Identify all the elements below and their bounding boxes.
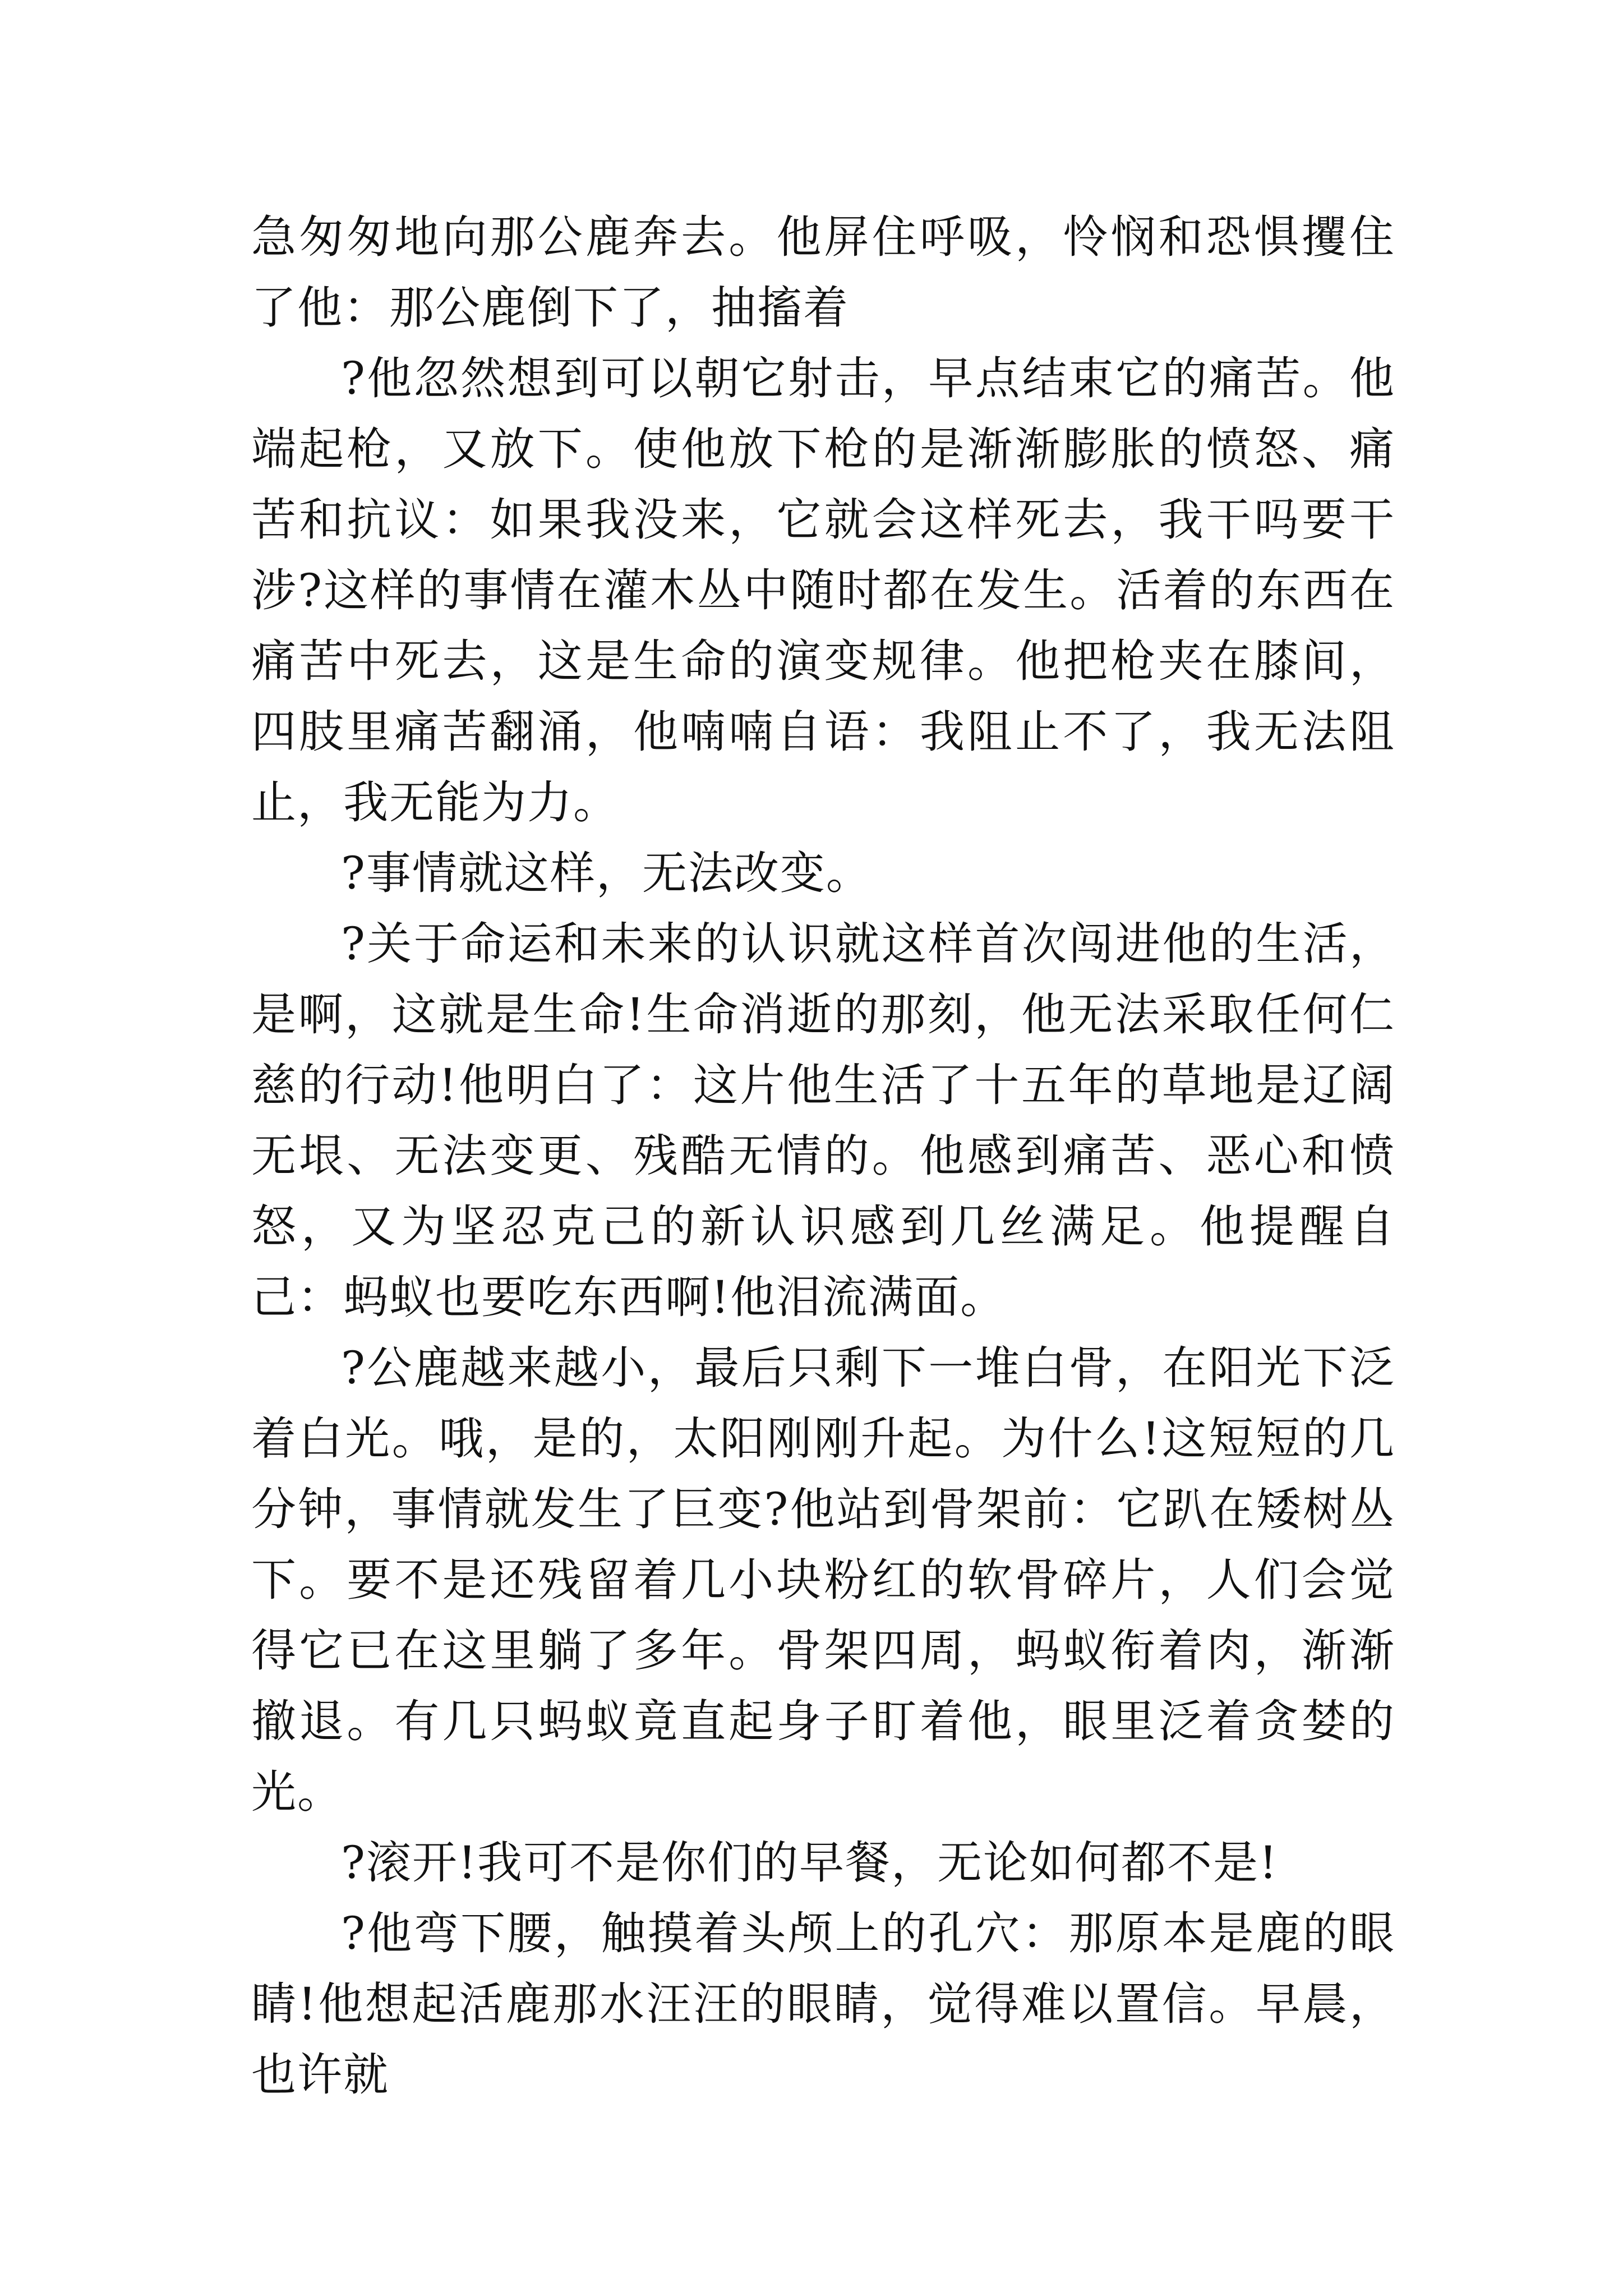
paragraph-5: ?公鹿越来越小，最后只剩下一堆白骨，在阳光下泛着白光。哦，是的，太阳刚刚升起。为什么!这短短的几分钟，事情就发生了巨变?他站到骨架前：它趴在矮树丛下。要不是还残留着几小块粉红的软骨碎片，人们会觉得它已在这里躺了多年。骨架四周，蚂蚁衔着肉，渐渐撤退。有几只蚂蚁竟直起身子盯着他，眼里泛着贪婪的光。 (251, 1342, 1395, 1818)
paragraph-4: ?关于命运和未来的认识就这样首次闯进他的生活，是啊，这就是生命!生命消逝的那刻，他无法采取任何仁慈的行动!他明白了：这片他生活了十五年的草地是辽阔无垠、无法变更、残酷无情的。他感到痛苦、恶心和愤怒，又为坚忍克己的新认识感到几丝满足。他提醒自己：蚂蚁也要吃东西啊!他泪流满面。 (251, 918, 1395, 1323)
paragraph-6: ?滚开!我可不是你们的早餐，无论如何都不是! (341, 1837, 1279, 1889)
paragraph-1: 急匆匆地向那公鹿奔去。他屏住呼吸，怜悯和恐惧攫住了他：那公鹿倒下了，抽搐着 (251, 211, 1395, 334)
paragraph-3: ?事情就这样，无法改变。 (341, 847, 872, 899)
paragraph-2: ?他忽然想到可以朝它射击，早点结束它的痛苦。他端起枪，又放下。使他放下枪的是渐渐膨胀的愤怒、痛苦和抗议：如果我没来，它就会这样死去，我干吗要干涉?这样的事情在灌木丛中随时都在发生。活着的东西在痛苦中死去，这是生命的演变规律。他把枪夹在膝间，四肢里痛苦翻涌，他喃喃自语：我阻止不了，我无法阻止，我无能为力。 (251, 352, 1395, 829)
paragraph-7: ?他弯下腰，触摸着头颅上的孔穴：那原本是鹿的眼睛!他想起活鹿那水汪汪的眼睛，觉得难以置信。早晨，也许就 (251, 1907, 1395, 2101)
article-body (251, 202, 1395, 2110)
